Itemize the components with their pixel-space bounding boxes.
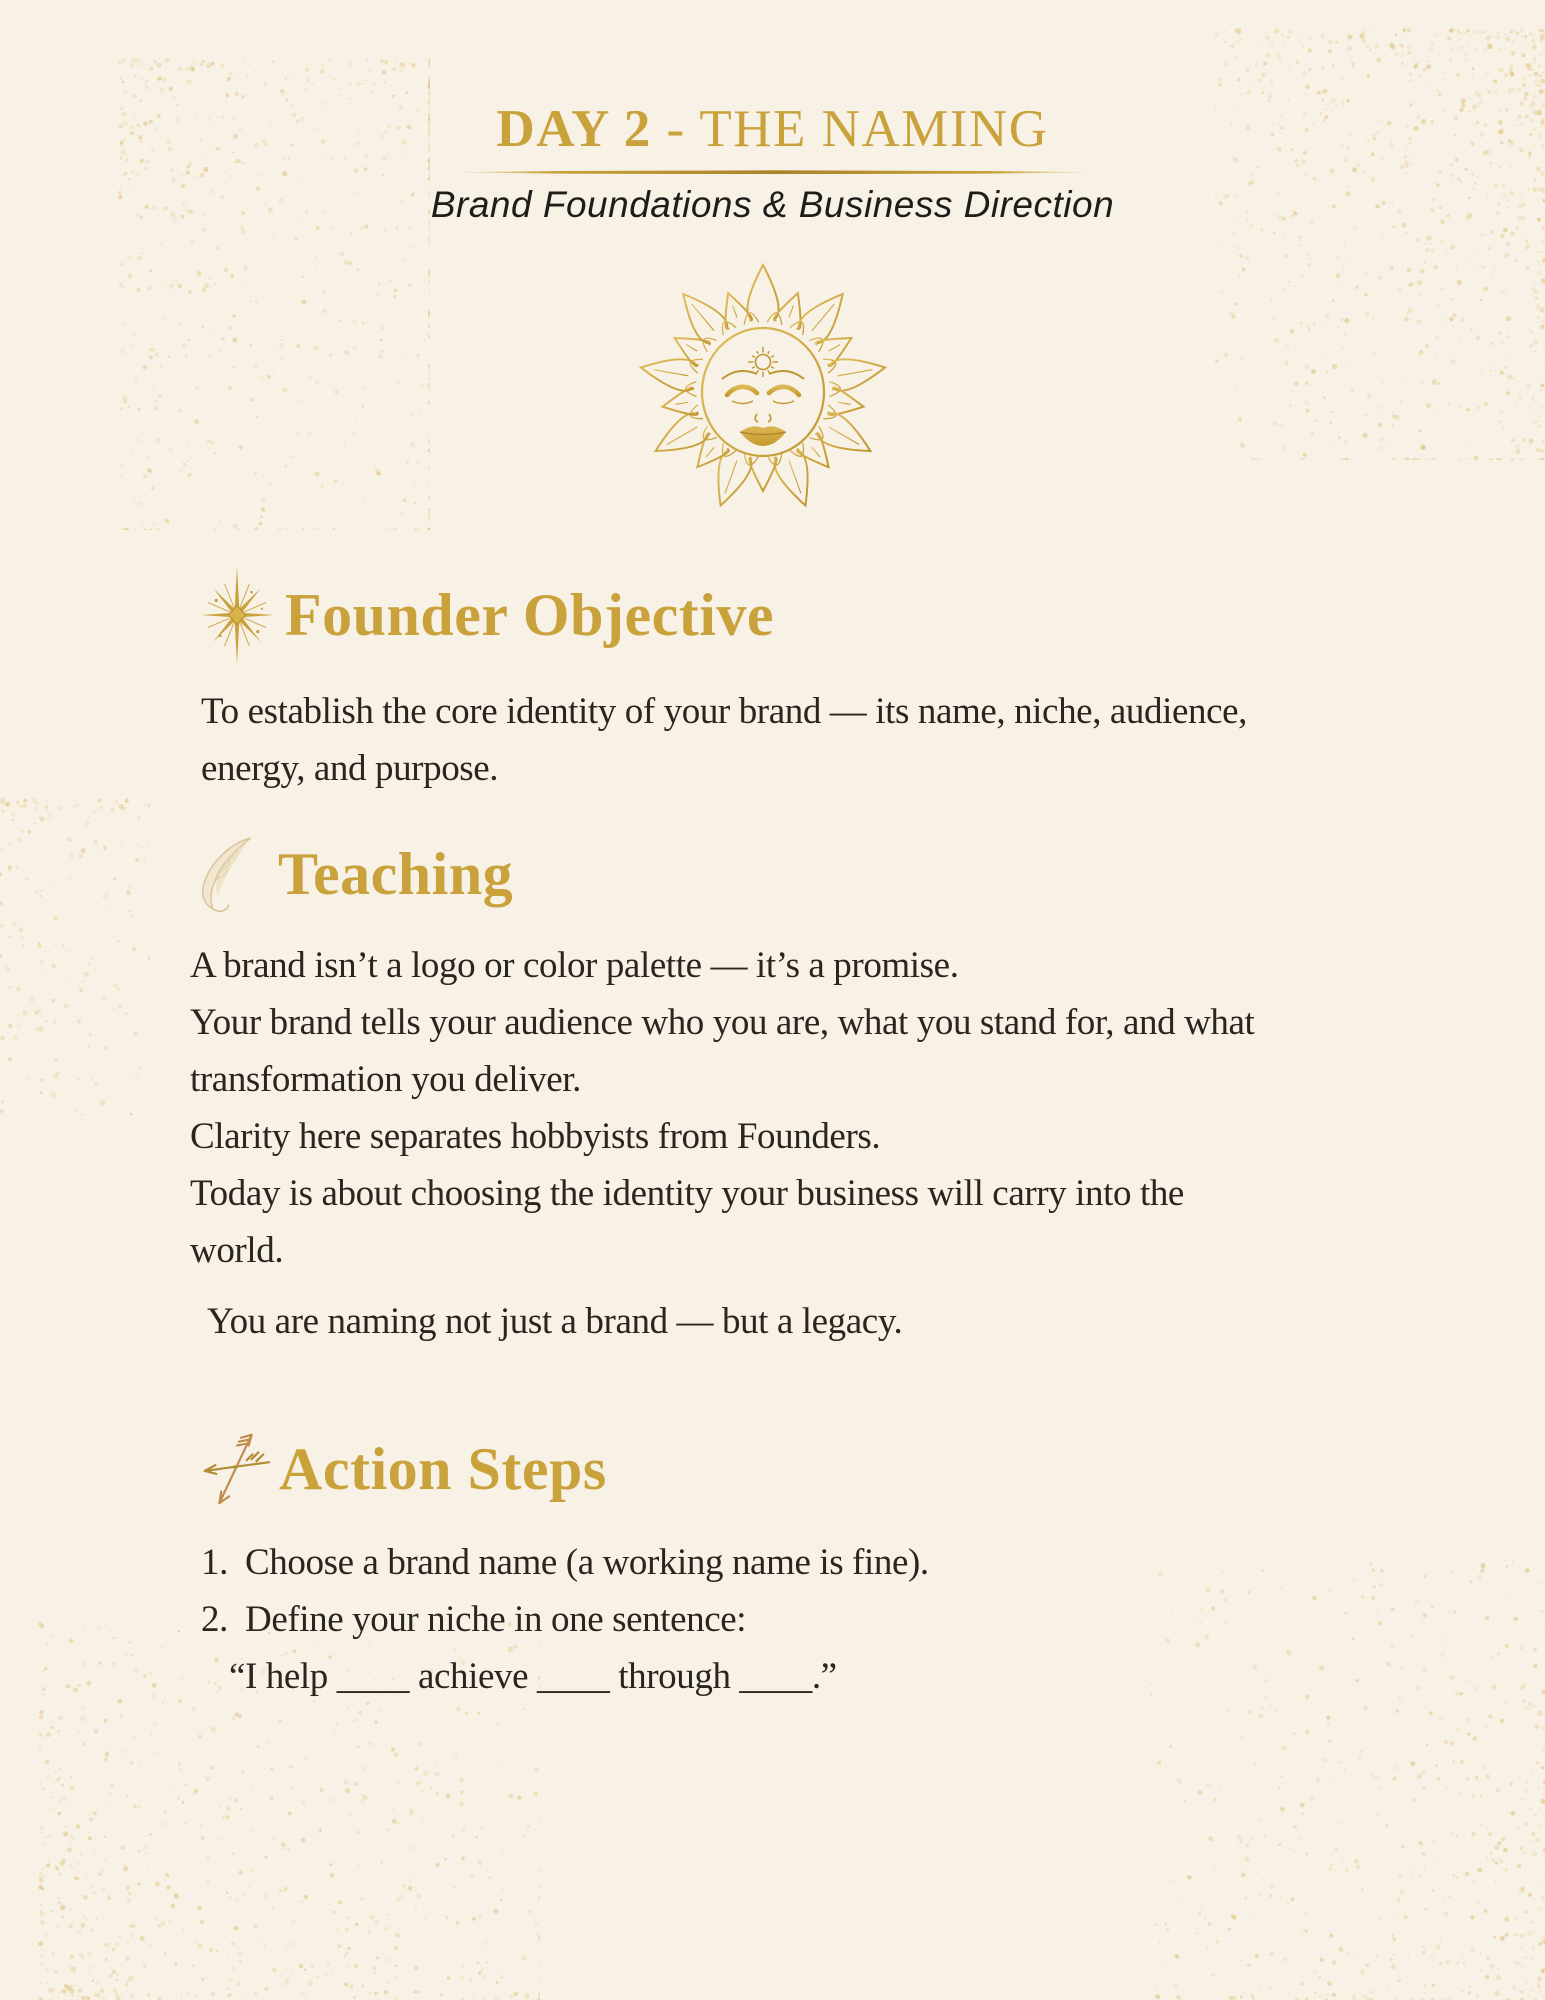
founder-objective-heading: Founder Objective	[285, 581, 774, 648]
section-teaching	[190, 833, 1455, 1279]
sun-face-illustration	[636, 262, 891, 517]
sun-face-icon	[636, 262, 891, 517]
gold-speckle-top-right	[1215, 0, 1545, 460]
body-line: transformation you deliver.	[190, 1059, 581, 1100]
body-line: Your brand tells your audience who you are, what you stand for, and what	[190, 1002, 1255, 1043]
section-founder-objective	[195, 563, 1455, 797]
action-step-2	[193, 1591, 1453, 1648]
step-text: Define your niche in one sentence:	[245, 1599, 747, 1640]
page-header	[0, 100, 1545, 226]
niche-fill-in-line: “I help ____ achieve ____ through ____.”	[229, 1656, 837, 1697]
gold-divider-line	[443, 170, 1103, 174]
step-number: 1.	[201, 1542, 228, 1583]
body-line: Clarity here separates hobbyists from Founders.	[190, 1116, 881, 1157]
gold-speckle-top-left	[0, 0, 430, 530]
legacy-emphasis-line: You are naming not just a brand — but a legacy.	[207, 1301, 903, 1342]
founder-objective-body	[201, 683, 1455, 797]
step-text: Choose a brand name (a working name is fine).	[245, 1542, 929, 1583]
page-title-rest: - THE NAMING	[651, 100, 1049, 158]
page-title	[0, 100, 1545, 158]
feather-icon	[190, 833, 264, 915]
sparkle-star-icon	[195, 563, 279, 667]
step-number: 2.	[201, 1599, 228, 1640]
teaching-heading: Teaching	[278, 840, 514, 907]
page-subtitle: Brand Foundations & Business Direction	[430, 184, 1115, 226]
gold-speckle-left-middle	[0, 480, 150, 1120]
section-action-steps	[193, 1428, 1453, 1705]
page-title-day: DAY 2	[496, 100, 652, 158]
sun-face-features	[722, 347, 804, 446]
action-step-1	[193, 1534, 1453, 1591]
body-line: world.	[190, 1230, 284, 1271]
action-steps-heading: Action Steps	[279, 1435, 607, 1502]
body-line: Today is about choosing the identity your business will carry into the	[190, 1173, 1184, 1214]
crossed-arrows-icon	[193, 1428, 275, 1510]
body-line: A brand isn’t a logo or color palette — it’s a promise.	[190, 945, 959, 986]
teaching-body	[190, 937, 1455, 1279]
body-line: energy, and purpose.	[201, 748, 499, 789]
body-line: To establish the core identity of your brand — its name, niche, audience,	[201, 691, 1248, 732]
action-steps-list	[193, 1534, 1453, 1705]
